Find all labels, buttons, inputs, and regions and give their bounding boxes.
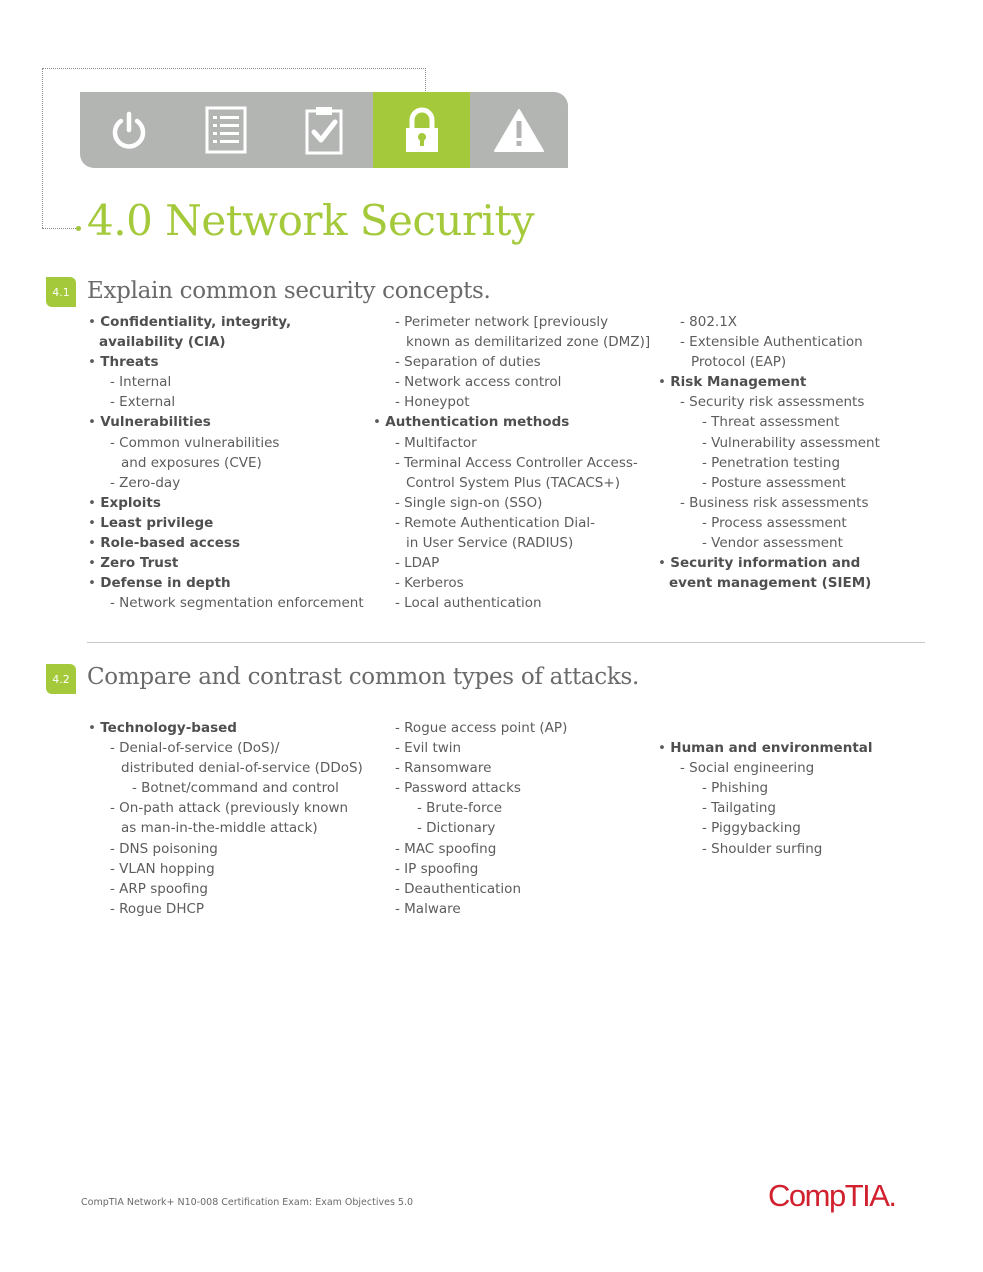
objective-line: - Vulnerability assessment [702,434,880,451]
objective-line: - Honeypot [395,394,470,411]
objective-line: event management (SIEM) [669,575,872,592]
objective-line: - ARP spoofing [110,880,208,897]
objective-line: - MAC spoofing [395,840,497,857]
lock-icon [404,106,440,154]
objective-line: - Social engineering [680,760,815,777]
nav-slot-warning[interactable] [470,92,568,168]
objective-line: • Vulnerabilities [88,414,211,431]
objective-line: - Brute-force [417,800,502,817]
nav-slot-list[interactable] [178,92,276,168]
objectives-column [88,718,363,919]
objective-line: - Common vulnerabilities [110,434,280,451]
objective-line: • Threats [88,354,159,371]
objective-line: - Internal [110,374,172,391]
objective-line: in User Service (RADIUS) [406,535,574,552]
objective-line: • Role-based access [88,535,240,552]
objective-line: - Password attacks [395,780,521,797]
objectives-column [373,312,650,613]
objective-line: - Posture assessment [702,474,846,491]
objective-line: distributed denial-of-service (DDoS) [121,760,363,777]
objective-line: Control System Plus (TACACS+) [406,474,620,491]
objective-line: - Zero-day [110,474,181,491]
objective-line: - Rogue DHCP [110,900,205,917]
objective-line: - Terminal Access Controller Access- [395,454,638,471]
objective-line: • Human and environmental [658,740,873,757]
section-icon-bar [80,92,568,168]
objective-line: - Kerberos [395,575,464,592]
objective-line: - Multifactor [395,434,477,451]
objective-line: • Confidentiality, integrity, [88,314,292,330]
objective-line: and exposures (CVE) [121,454,262,471]
objective-line: - External [110,394,176,411]
objective-line: - Botnet/command and control [132,780,339,797]
objective-line: - Remote Authentication Dial- [395,514,595,531]
objective-line: - Business risk assessments [680,494,869,511]
objective-line: - IP spoofing [395,860,479,877]
objectives-column [658,718,873,859]
page-title: 4.0 Network Security [87,196,535,245]
section-heading: Explain common security concepts. [87,278,491,304]
objective-line: - Security risk assessments [680,394,865,411]
objective-line: - Threat assessment [702,414,840,431]
objective-line: • Least privilege [88,514,214,531]
frame-line [42,68,43,228]
objective-line: - Perimeter network [previously [395,314,609,330]
objective-line: Protocol (EAP) [691,354,787,371]
nav-slot-power[interactable] [80,92,178,168]
objective-line: - Piggybacking [702,820,801,837]
objective-line: - Single sign-on (SSO) [395,494,543,511]
objectives-column [373,718,567,919]
power-icon [108,109,150,151]
objective-line: - On-path attack (previously known [110,800,349,817]
frame-line [42,228,78,229]
objective-line: - Process assessment [702,514,847,531]
objective-line: • Risk Management [658,374,807,391]
objective-line: • Authentication methods [373,414,570,431]
section-number-badge: 4.2 [46,664,76,694]
objective-line: • Exploits [88,494,161,511]
objectives-column [88,312,364,613]
warning-icon [493,107,545,153]
comptia-logo: CompTIA. [768,1178,896,1213]
objective-line: known as demilitarized zone (DMZ)] [406,334,651,351]
section-divider [87,642,925,643]
section-number-badge: 4.1 [46,277,76,307]
section-heading: Compare and contrast common types of attacks. [87,664,640,690]
objective-line: - Extensible Authentication [680,334,863,351]
objective-line: - Network access control [395,374,562,391]
objective-line: - Evil twin [395,740,462,757]
objective-line: - Tailgating [702,800,776,817]
frame-dot [76,226,81,231]
objective-line: - Network segmentation enforcement [110,595,364,612]
nav-slot-clipboard[interactable] [275,92,373,168]
objective-line: - Rogue access point (AP) [395,720,568,736]
objective-line: - Deauthentication [395,880,522,897]
objective-line: - Shoulder surfing [702,840,823,857]
nav-slot-lock[interactable] [373,92,471,168]
frame-line [42,68,426,69]
objectives-column [658,312,880,593]
frame-line [425,68,426,93]
objective-line [658,718,873,738]
clipboard-check-icon [304,105,344,155]
objective-line: • Technology-based [88,720,237,736]
objective-line: - Vendor assessment [702,535,843,552]
footer-text: CompTIA Network+ N10-008 Certification Exam: Exam Objectives 5.0 [81,1197,414,1208]
objective-line: • Defense in depth [88,575,231,592]
objective-line: - Penetration testing [702,454,841,471]
objective-line: - Denial-of-service (DoS)/ [110,740,280,757]
objective-line: - Local authentication [395,595,542,612]
objective-line: - Malware [395,900,461,917]
list-icon [204,106,248,154]
objective-line: - 802.1X [680,314,738,330]
objective-line: - DNS poisoning [110,840,218,857]
objective-line: • Security information and [658,555,861,572]
objective-line: as man-in-the-middle attack) [121,820,318,837]
objective-line: - Ransomware [395,760,492,777]
objective-line: availability (CIA) [99,334,226,351]
objective-line: - VLAN hopping [110,860,215,877]
objective-line: - LDAP [395,555,440,572]
objective-line: - Dictionary [417,820,496,837]
objective-line: - Phishing [702,780,769,797]
objective-line: • Zero Trust [88,555,179,572]
objective-line: - Separation of duties [395,354,541,371]
